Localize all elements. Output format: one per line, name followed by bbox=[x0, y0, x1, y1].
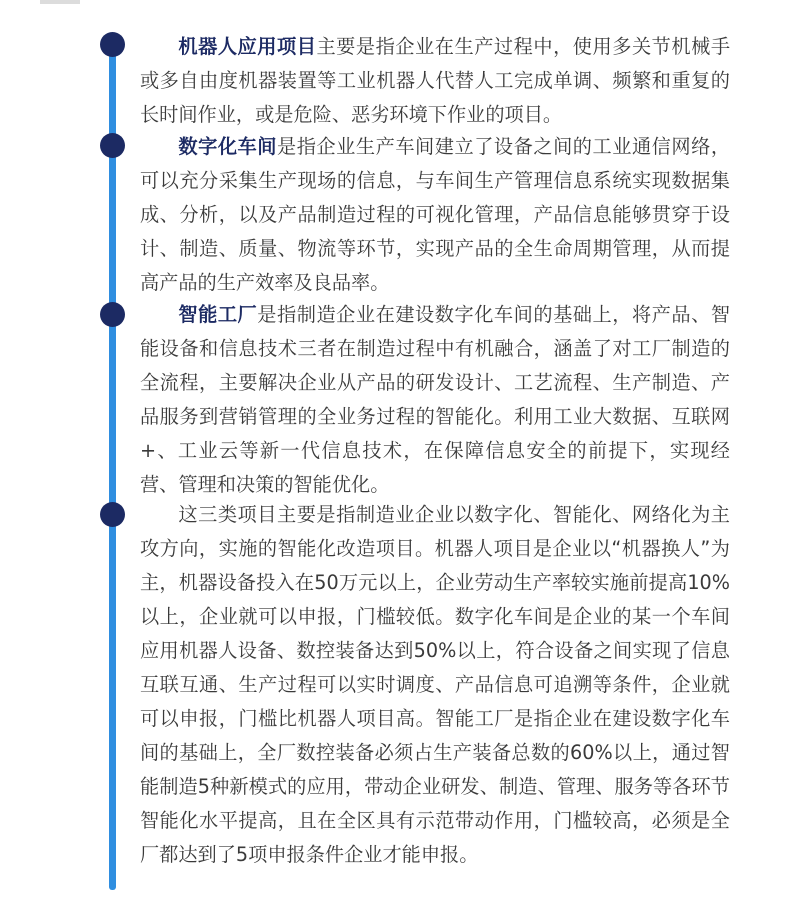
timeline-dot-3 bbox=[100, 302, 125, 327]
timeline-dot-4 bbox=[100, 502, 125, 527]
body-digital-workshop: 是指企业生产车间建立了设备之间的工业通信网络，可以充分采集生产现场的信息，与车间生产管理信息系统实现数据集成、分析，以及产品制造过程的可视化管理，产品信息能够贯穿于设计、制造、质量、物流等环节，实现产品的全生命周期管理，从而提高产品的生产效率及良品率。 bbox=[140, 135, 731, 294]
top-divider bbox=[40, 0, 80, 4]
section-summary bbox=[140, 498, 730, 872]
section-robot-application bbox=[140, 30, 730, 132]
section-digital-workshop bbox=[140, 130, 730, 300]
term-robot-application: 机器人应用项目 bbox=[178, 35, 317, 58]
body-robot-application: 主要是指企业在生产过程中，使用多关节机械手或多自由度机器装置等工业机器人代替人工完成单调、频繁和重复的长时间作业，或是危险、恶劣环境下作业的项目。 bbox=[140, 35, 731, 126]
term-digital-workshop: 数字化车间 bbox=[178, 135, 277, 158]
section-smart-factory bbox=[140, 298, 730, 502]
body-summary: 这三类项目主要是指制造业企业以数字化、智能化、网络化为主攻方向，实施的智能化改造项目。机器人项目是企业以“机器换人”为主，机器设备投入在50万元以上，企业劳动生产率较实施前提高10%以上，企业就可以申报，门槛较低。数字化车间是企业的某一个车间应用机器人设备、数控装备达到50%以上，符合设备之间实现了信息互联互通、生产过程可以实时调度、产品信息可追溯等条件，企业就可以申报，门槛比机器人项目高。智能工厂是指企业在建设数字化车间的基础上，全厂数控装备必须占生产装备总数的60%以上，通过智能制造5种新模式的应用，带动企业研发、制造、管理、服务等各环节智能化水平提高，且在全区具有示范带动作用，门槛较高，必须是全厂都达到了5项申报条件企业才能申报。 bbox=[140, 503, 730, 866]
timeline-dot-1 bbox=[100, 32, 125, 57]
timeline-line bbox=[109, 40, 116, 890]
term-smart-factory: 智能工厂 bbox=[178, 303, 258, 326]
body-smart-factory: 是指制造企业在建设数字化车间的基础上，将产品、智能设备和信息技术三者在制造过程中有机融合，涵盖了对工厂制造的全流程，主要解决企业从产品的研发设计、工艺流程、生产制造、产品服务到营销管理的全业务过程的智能化。利用工业大数据、互联网+、工业云等新一代信息技术，在保障信息安全的前提下，实现经营、管理和决策的智能优化。 bbox=[140, 303, 731, 496]
timeline-dot-2 bbox=[100, 133, 125, 158]
